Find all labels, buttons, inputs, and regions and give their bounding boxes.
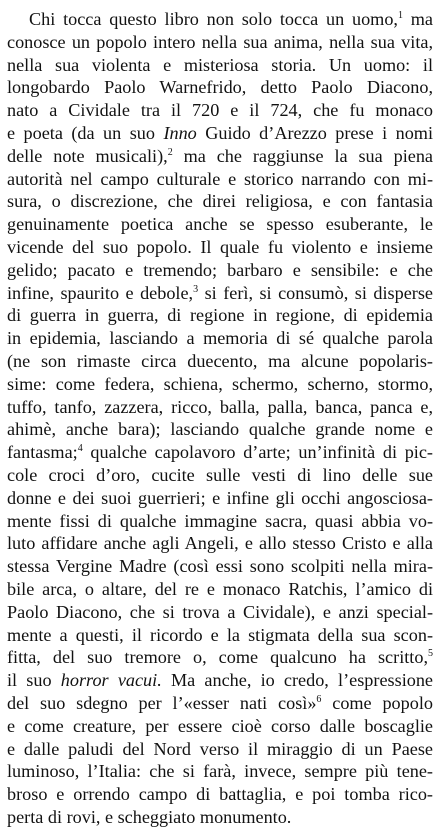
text-line <box>7 327 433 350</box>
text-line <box>7 213 433 236</box>
text-run: autorità nel campo culturale e storico narrando con mi- <box>7 168 433 189</box>
text-line <box>7 145 433 168</box>
text-line <box>7 190 433 213</box>
text-line <box>7 738 433 761</box>
text-line <box>7 601 433 624</box>
text-line <box>7 350 433 373</box>
text-line <box>7 532 433 555</box>
text-run: mente fissi di qualche immagine sacra, quasi abbia vo- <box>7 510 433 531</box>
text-line <box>7 236 433 259</box>
text-run: tuffo, tanfo, zazzera, ricco, balla, palla, banca, panca e, <box>7 396 433 417</box>
text-run: delle note musicali), <box>7 145 168 166</box>
text-run: Ma anche, io credo, l’espressione <box>161 670 434 691</box>
footnote-marker: 2 <box>167 146 173 158</box>
text-line <box>7 282 433 305</box>
text-run: nato a Cividale tra il 720 e il 724, che fu monaco <box>7 100 433 121</box>
text-run: e come creature, per essere cioè corso dalle boscaglie <box>7 715 433 736</box>
text-run: si ferì, si consumò, si disperse <box>198 282 433 303</box>
text-line <box>7 464 433 487</box>
text-line <box>7 304 433 327</box>
body-paragraph <box>7 8 433 829</box>
text-line <box>7 646 433 669</box>
text-run: donne e dei suoi guerrieri; e infine gli occhi angosciosa- <box>7 487 433 508</box>
text-run: cole croci d’oro, cucite sulle vesti di lino delle sue <box>7 464 433 485</box>
text-run: nella sua violenta e misteriosa storia. Un uomo: il <box>7 54 433 75</box>
footnote-marker: 3 <box>193 283 199 295</box>
text-run: luto affidare anche agli Angeli, e allo stesso Cristo e alla <box>7 533 433 554</box>
text-line <box>7 31 433 54</box>
text-line <box>7 692 433 715</box>
text-line <box>7 624 433 647</box>
text-run: bile arca, o altare, del re e monaco Ratchis, l’amico di <box>7 578 433 599</box>
text-line <box>7 418 433 441</box>
text-run: gelido; pacato e tremendo; barbaro e sensibile: e che <box>7 259 433 280</box>
text-run: sime: come federa, schiena, schermo, scherno, stormo, <box>7 373 433 394</box>
text-run: il suo <box>7 670 61 691</box>
text-run: e poeta (da un suo <box>7 122 164 143</box>
text-run: fantasma; <box>7 442 78 463</box>
text-line <box>7 578 433 601</box>
text-line <box>7 76 433 99</box>
footnote-marker: 4 <box>77 443 83 455</box>
italic-text: Inno <box>163 122 197 143</box>
text-run: perta di rovi, e scheggiato monumento. <box>7 806 292 827</box>
text-run: Chi tocca questo libro non solo tocca un uomo, <box>29 9 398 29</box>
text-line <box>7 373 433 396</box>
text-run: Paolo Diacono, che si trova a Cividale), e anzi special- <box>7 601 433 622</box>
footnote-marker: 5 <box>428 648 433 660</box>
text-run: stessa Vergine Madre (così essi sono scolpiti nella mira- <box>7 556 433 577</box>
text-run: ahimè, anche bara); lasciando qualche grande nome e <box>7 419 433 440</box>
text-line <box>7 99 433 122</box>
text-line <box>7 806 433 829</box>
text-run: qualche capolavoro d’arte; un’infinità di pic- <box>82 442 433 463</box>
text-run: fitta, del suo tremore o, come qualcuno ha scritto, <box>7 647 428 668</box>
text-line <box>7 122 433 145</box>
text-run: infine, spaurito e debole, <box>7 282 194 303</box>
italic-text: horror vacui. <box>60 670 162 691</box>
text-run: come popolo <box>321 692 433 713</box>
text-run: ma che raggiunse la sua piena <box>172 145 433 166</box>
text-run: luminoso, l’Italia: che si farà, invece, sempre più tene- <box>7 761 433 782</box>
text-line <box>7 396 433 419</box>
text-line <box>7 783 433 806</box>
text-line <box>7 669 433 692</box>
footnote-marker: 1 <box>397 10 403 21</box>
footnote-marker: 6 <box>316 693 322 705</box>
text-run: conosce un popolo intero nella sua anima, nella sua vita, <box>7 31 433 52</box>
text-run: in epidemia, lasciando a memoria di sé qualche parola <box>7 328 433 349</box>
text-run: di guerra in guerra, di regione in regione, di epidemia <box>7 305 433 326</box>
text-run: vicende del suo popolo. Il quale fu violento e insieme <box>7 236 433 257</box>
text-line <box>7 715 433 738</box>
text-run: genuinamente poetica anche se spesso esuberante, le <box>7 214 433 235</box>
text-line <box>7 8 433 31</box>
text-line <box>7 54 433 77</box>
text-run: longobardo Paolo Warnefrido, detto Paolo Diacono, <box>7 77 433 98</box>
text-run: Guido d’Arezzo prese i nomi <box>196 122 434 143</box>
text-run: sura, o discrezione, che direi religiosa, e con fantasia <box>7 191 433 212</box>
text-run: del suo sdegno per l’«esser nati così» <box>7 692 317 713</box>
text-run: broso e orrendo campo di battaglia, e poi tomba rico- <box>7 784 433 805</box>
text-run: (ne son rimaste circa duecento, ma alcune popolaris- <box>7 350 433 371</box>
text-line <box>7 487 433 510</box>
text-line <box>7 441 433 464</box>
text-line <box>7 168 433 191</box>
text-run: mente a questi, il ricordo e la stigmata della sua scon- <box>7 624 433 645</box>
text-line <box>7 510 433 533</box>
text-line <box>7 259 433 282</box>
text-line <box>7 760 433 783</box>
text-run: ma <box>402 9 433 29</box>
text-run: e dalle paludi del Nord verso il miraggio di un Paese <box>7 738 433 759</box>
text-line <box>7 555 433 578</box>
